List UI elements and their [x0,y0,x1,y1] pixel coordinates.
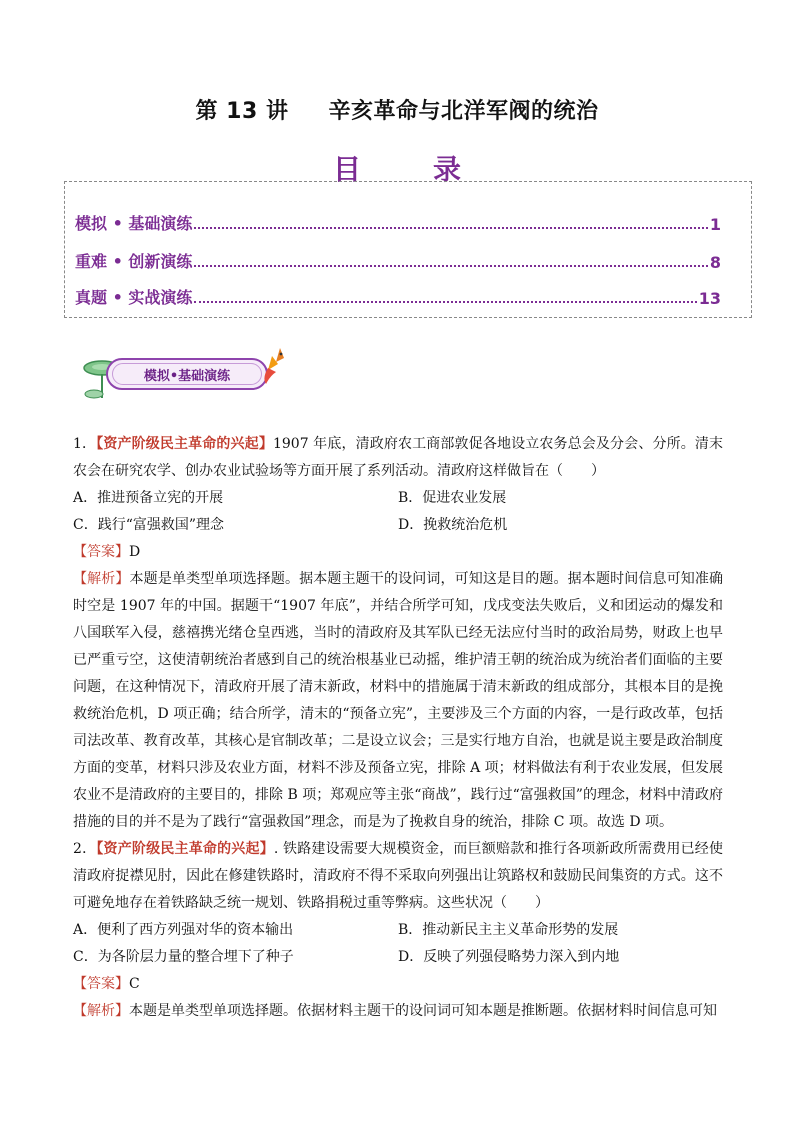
question-1 [73,431,723,836]
answer-line [73,971,723,998]
toc-entry-2[interactable] [75,248,721,272]
analysis-text: 本题是单类型单项选择题。依据材料主题干的设问词可知本题是推断题。依据材料时间信息可知 [129,1003,717,1019]
toc-entry-label: 重难 • 创新演练 [75,252,193,271]
toc-entry-label: 模拟 • 基础演练 [75,214,193,233]
lecture-number: 第 13 讲 [195,99,289,124]
question-options [73,485,723,539]
option-b[interactable]: B．促进农业发展 [398,490,507,506]
question-tag: 【资产阶级民主革命的兴起】 [96,841,274,857]
analysis-label: 【解析】 [73,571,130,587]
lecture-title [0,94,794,125]
question-2 [73,836,723,1025]
option-d[interactable]: D．挽救统治危机 [398,517,508,533]
toc-leader [194,301,696,303]
option-c[interactable]: C．为各阶层力量的整合埋下了种子 [73,949,294,965]
question-number: 1． [73,436,97,452]
answer-label: 【答案】 [73,544,129,560]
answer-label: 【答案】 [73,976,129,992]
option-d[interactable]: D．反映了列强侵略势力深入到内地 [398,949,620,965]
question-text: 1907 年底，清政府农工商部敦促各地设立农务总会及分会、分所。清末农会在研究农学、创办农业试验场等方面开展了系列活动。清政府这样做旨在（ ） [73,436,724,479]
question-options [73,917,723,971]
toc-heading: 目 录 [332,153,483,186]
question-tag: 【资产阶级民主革命的兴起】 [96,436,273,452]
toc-entry-1[interactable] [75,210,721,234]
toc-entry-3[interactable] [75,284,721,308]
option-b[interactable]: B．推动新民主主义革命形势的发展 [398,922,619,938]
toc-entry-page: 13 [698,289,721,308]
question-stem [73,836,723,917]
section-badge-text: 模拟•基础演练 [143,368,231,384]
toc-leader [194,265,707,267]
analysis-paragraph [73,566,723,836]
option-c[interactable]: C．践行“富强救国”理念 [73,517,225,533]
answer-line [73,539,723,566]
toc-leader [194,227,707,229]
section-badge [82,344,292,404]
question-text: . 铁路建设需要大规模资金，而巨额赔款和推行各项新政所需费用已经使清政府捉襟见肘，因此在修建铁路时，清政府不得不采取向列强出让筑路权和鼓励民间集资的方式。这不可避免地存在着铁路缺乏统一规划、铁路捐税过重等弊病。这些状况（ ） [73,841,723,911]
option-a[interactable]: A．便利了西方列强对华的资本输出 [73,922,294,938]
answer-value: D [129,544,141,560]
toc-entry-page: 1 [709,215,721,234]
lecture-topic: 辛亥革命与北洋军阀的统治 [328,99,599,124]
section-badge-pill [106,358,268,390]
question-number: 2． [73,841,97,857]
question-list [73,431,723,1025]
bird-icon [258,344,292,388]
toc-entry-label: 真题 • 实战演练 [75,288,193,307]
toc-entry-page: 8 [709,253,721,272]
option-a[interactable]: A．推进预备立宪的开展 [73,490,224,506]
question-stem [73,431,723,485]
answer-value: C [129,976,140,992]
analysis-text: 本题是单类型单项选择题。据本题主题干的设问词，可知这是目的题。据本题时间信息可知准确时空是 1907 年的中国。据题干“1907 年底”，并结合所学可知，戊戌变法失败后，义和团运动的爆发和八国联军入侵，慈禧携光绪仓皇西逃，当时的清政府及其军队已经无法应付当时的政治局势，财政上也早已严重亏空，这使清朝统治者感到自己的统治根基业已动摇，维护清王朝的统治成为统治者们面临的主要问题，在这种情况下，清政府开展了清末新政，材料中的措施属于清末新政的组成部分，其根本目的是挽救统治危机，D 项正确；结合所学，清末的“预备立宪”，主要涉及三个方面的内容，一是行政改革，包括司法改革、教育改革，其核心是官制改革；二是设立议会；三是实行地方自治，也就是说主要是政治制度方面的变革，材料只涉及农业方面，材料不涉及预备立宪，排除 A 项；材料做法有利于农业发展，但发展农业不是清政府的主要目的，排除 B 项；郑观应等主张“商战”，践行过“富强救国”的理念，材料中清政府措施的目的并不是为了践行“富强救国”理念，而是为了挽救自身的统治，排除 C 项。故选 D 项。 [73,571,724,830]
analysis-paragraph [73,998,723,1025]
analysis-label: 【解析】 [73,1003,129,1019]
toc-box [64,181,752,318]
